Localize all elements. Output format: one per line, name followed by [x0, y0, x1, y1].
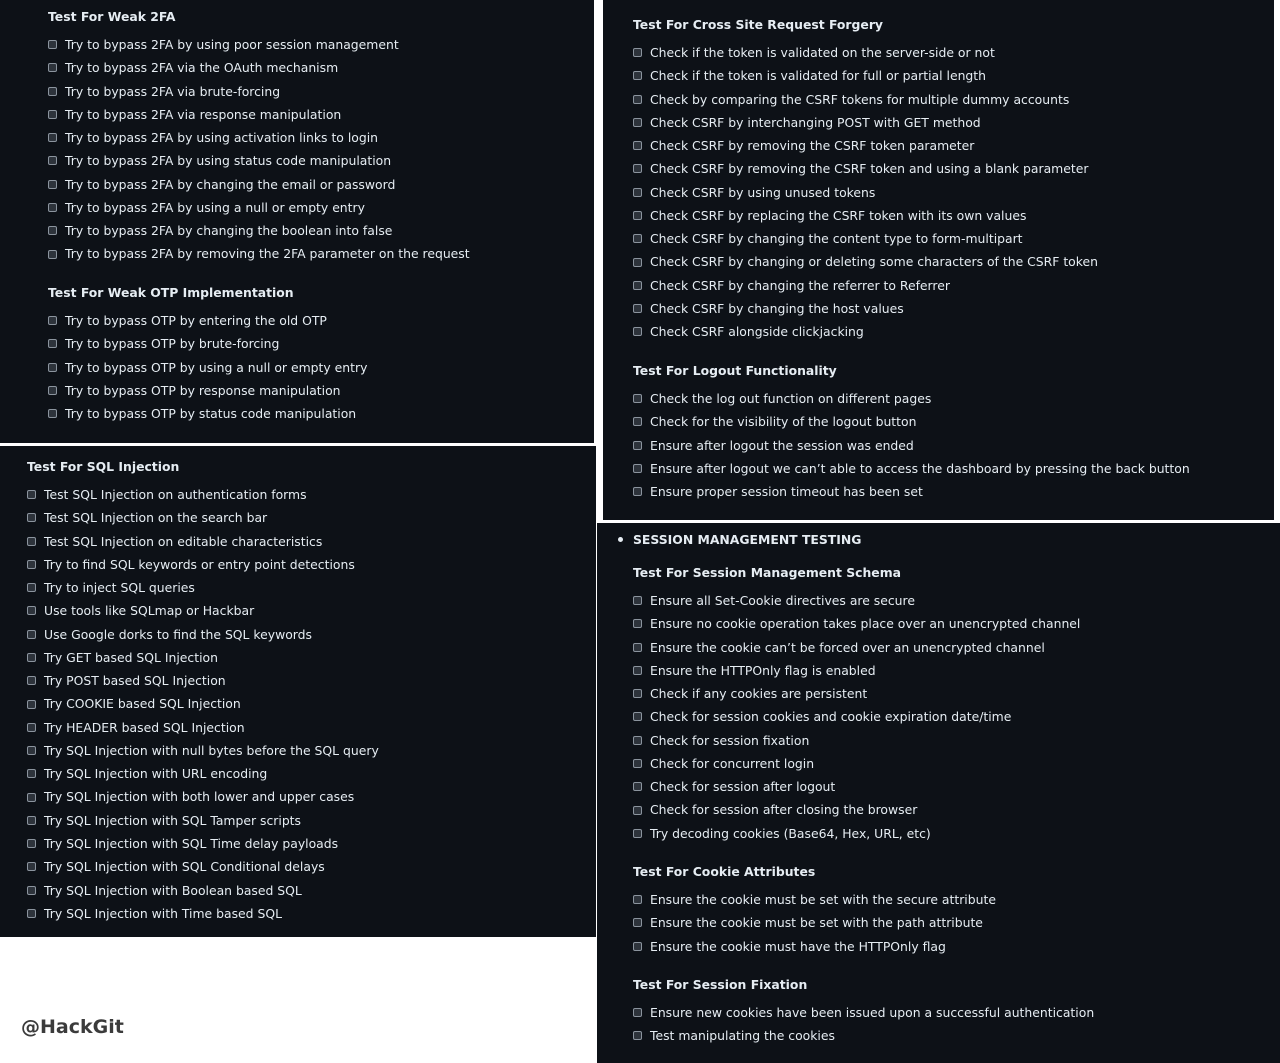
- checklist-item-label: Test SQL Injection on the search bar: [44, 510, 268, 526]
- checklist-session-schema: [633, 589, 1080, 845]
- checklist-item: [633, 705, 1080, 728]
- checklist-item: [633, 1001, 1094, 1024]
- checklist-item: [48, 356, 367, 379]
- checklist-item-label: Ensure after logout we can’t able to access the dashboard by pressing the back button: [650, 460, 1190, 476]
- checklist-item-label: Ensure the cookie must have the HTTPOnly flag: [650, 938, 946, 954]
- task-checkbox[interactable]: [27, 513, 36, 522]
- checklist-item-label: Try decoding cookies (Base64, Hex, URL, etc): [650, 825, 931, 841]
- checklist-item: [633, 204, 1098, 227]
- checklist-item-label: Test manipulating the cookies: [650, 1028, 835, 1044]
- checklist-item: [48, 80, 470, 103]
- task-checkbox[interactable]: [633, 829, 642, 838]
- checklist-item-label: Try SQL Injection with URL encoding: [44, 766, 268, 782]
- checklist-item-label: Check for concurrent login: [650, 755, 815, 771]
- task-checkbox[interactable]: [633, 327, 642, 336]
- checklist-item: [27, 576, 379, 599]
- checklist-item: [48, 173, 470, 196]
- checklist-item: [48, 242, 470, 265]
- checklist-item-label: Ensure all Set-Cookie directives are secure: [650, 593, 915, 608]
- checklist-csrf: [633, 41, 1098, 343]
- checklist-item-label: Try GET based SQL Injection: [44, 649, 218, 665]
- checklist-item: [27, 623, 379, 646]
- task-checkbox[interactable]: [633, 464, 642, 473]
- task-checkbox[interactable]: [27, 816, 36, 825]
- checklist-item-label: Try POST based SQL Injection: [44, 673, 226, 689]
- checklist-item: [27, 599, 379, 622]
- checklist-item-label: Check CSRF alongside clickjacking: [650, 324, 864, 340]
- checklist-item-label: Try SQL Injection with Time based SQL: [44, 905, 282, 921]
- checklist-item: [633, 480, 1190, 503]
- checklist-item: [633, 798, 1080, 821]
- checklist-item-label: Test SQL Injection on authentication forms: [44, 487, 307, 502]
- checklist-sql-injection: [27, 483, 379, 925]
- task-checkbox[interactable]: [633, 736, 642, 745]
- checklist-item-label: Check CSRF by changing the content type to form-multipart: [650, 231, 1023, 247]
- task-checkbox[interactable]: [48, 203, 57, 212]
- checklist-item-label: Try to bypass 2FA by using activation links to login: [65, 130, 379, 146]
- checklist-item: [633, 682, 1080, 705]
- checklist-item: [48, 56, 470, 79]
- checklist-item-label: Test SQL Injection on editable characteristics: [44, 533, 323, 549]
- section-title-csrf: Test For Cross Site Request Forgery: [633, 17, 884, 32]
- checklist-item: [633, 752, 1080, 775]
- checklist-item-label: Check for the visibility of the logout button: [650, 414, 917, 430]
- checklist-item-label: Try to bypass OTP by entering the old OTP: [65, 313, 327, 328]
- task-checkbox[interactable]: [633, 1008, 642, 1017]
- checklist-item-label: Check for session after logout: [650, 779, 836, 795]
- checklist-item: [633, 111, 1098, 134]
- section-title-cookie-attributes: Test For Cookie Attributes: [633, 864, 816, 879]
- checklist-item-label: Try to bypass OTP by brute-forcing: [65, 336, 280, 352]
- checklist-item-label: Check by comparing the CSRF tokens for multiple dummy accounts: [650, 91, 1070, 107]
- task-checkbox[interactable]: [48, 87, 57, 96]
- task-checkbox[interactable]: [633, 782, 642, 791]
- checklist-item-label: Try SQL Injection with Boolean based SQL: [44, 882, 302, 898]
- panel-session-management: [597, 523, 1280, 1063]
- task-checkbox[interactable]: [27, 909, 36, 918]
- section-logout: [633, 354, 1190, 503]
- checklist-item: [27, 716, 379, 739]
- task-checkbox[interactable]: [48, 180, 57, 189]
- checklist-item-label: Try to find SQL keywords or entry point detections: [44, 556, 355, 572]
- checklist-item: [27, 669, 379, 692]
- task-checkbox[interactable]: [633, 394, 642, 403]
- checklist-item: [633, 636, 1080, 659]
- task-checkbox[interactable]: [27, 630, 36, 639]
- section-session-schema: [633, 556, 1080, 845]
- checklist-item-label: Try to bypass OTP by using a null or empty entry: [65, 359, 368, 375]
- task-checkbox[interactable]: [48, 110, 57, 119]
- checklist-item-label: Try SQL Injection with both lower and upper cases: [44, 789, 355, 805]
- checklist-item-label: Check CSRF by changing the referrer to Referrer: [650, 277, 950, 293]
- checklist-item-label: Ensure no cookie operation takes place over an unencrypted channel: [650, 616, 1081, 632]
- checklist-item: [27, 530, 379, 553]
- checklist-session-fixation: [633, 1001, 1094, 1048]
- task-checkbox[interactable]: [27, 769, 36, 778]
- checklist-item: [633, 659, 1080, 682]
- checklist-item-label: Try to bypass 2FA by using a null or empty entry: [65, 199, 365, 215]
- checklist-item: [633, 457, 1190, 480]
- section-title-sql-injection: Test For SQL Injection: [27, 459, 180, 474]
- task-checkbox[interactable]: [633, 619, 642, 628]
- task-checkbox[interactable]: [48, 409, 57, 418]
- checklist-item-label: Check CSRF by removing the CSRF token and using a blank parameter: [650, 161, 1089, 177]
- checklist-item: [633, 888, 996, 911]
- section-csrf: [633, 8, 1098, 343]
- checklist-item: [633, 729, 1080, 752]
- checklist-item-label: Try COOKIE based SQL Injection: [44, 696, 241, 712]
- task-checkbox[interactable]: [48, 156, 57, 165]
- task-checkbox[interactable]: [27, 537, 36, 546]
- checklist-item: [48, 126, 470, 149]
- task-checkbox[interactable]: [633, 441, 642, 450]
- section-title-session-schema: Test For Session Management Schema: [633, 565, 901, 580]
- task-checkbox[interactable]: [27, 793, 36, 802]
- checklist-item-label: Try HEADER based SQL Injection: [44, 719, 245, 735]
- checklist-item: [27, 646, 379, 669]
- checklist-weak-2fa: [48, 33, 470, 266]
- section-title-session-fixation: Test For Session Fixation: [633, 977, 808, 992]
- task-checkbox[interactable]: [48, 226, 57, 235]
- task-checkbox[interactable]: [633, 759, 642, 768]
- task-checkbox[interactable]: [48, 40, 57, 49]
- checklist-item: [633, 64, 1098, 87]
- checklist-item-label: Check the log out function on different pages: [650, 391, 932, 406]
- task-checkbox[interactable]: [633, 806, 642, 815]
- checklist-item-label: Try SQL Injection with SQL Time delay payloads: [44, 835, 339, 851]
- checklist-item: [633, 320, 1098, 343]
- checklist-weak-otp: [48, 309, 367, 425]
- checklist-item-label: Ensure the HTTPOnly flag is enabled: [650, 662, 876, 678]
- task-checkbox[interactable]: [633, 71, 642, 80]
- task-checkbox[interactable]: [27, 886, 36, 895]
- checklist-item: [48, 33, 470, 56]
- task-checkbox[interactable]: [48, 63, 57, 72]
- task-checkbox[interactable]: [27, 676, 36, 685]
- section-weak-2fa: [48, 0, 470, 266]
- task-checkbox[interactable]: [633, 164, 642, 173]
- checklist-item: [27, 762, 379, 785]
- checklist-item: [633, 434, 1190, 457]
- checklist-item-label: Check CSRF by using unused tokens: [650, 184, 876, 200]
- section-cookie-attributes: [633, 855, 996, 958]
- task-checkbox[interactable]: [633, 417, 642, 426]
- task-checkbox[interactable]: [27, 746, 36, 755]
- checklist-item: [633, 134, 1098, 157]
- checklist-item-label: Try to bypass 2FA by changing the boolean into false: [65, 223, 393, 239]
- session-management-heading-text: SESSION MANAGEMENT TESTING: [633, 532, 862, 547]
- checklist-item: [48, 309, 367, 332]
- checklist-item: [27, 506, 379, 529]
- checklist-item-label: Ensure after logout the session was ended: [650, 437, 914, 453]
- task-checkbox[interactable]: [27, 606, 36, 615]
- checklist-item: [48, 149, 470, 172]
- task-checkbox[interactable]: [48, 339, 57, 348]
- checklist-item: [633, 1024, 1094, 1047]
- task-checkbox[interactable]: [633, 211, 642, 220]
- section-sql-injection: [27, 450, 379, 925]
- task-checkbox[interactable]: [27, 839, 36, 848]
- task-checkbox[interactable]: [27, 490, 36, 499]
- checklist-item: [633, 297, 1098, 320]
- task-checkbox[interactable]: [633, 1031, 642, 1040]
- checklist-item-label: Check CSRF by removing the CSRF token parameter: [650, 138, 975, 154]
- checklist-item-label: Ensure the cookie must be set with the secure attribute: [650, 892, 996, 907]
- task-checkbox[interactable]: [633, 141, 642, 150]
- checklist-item: [633, 274, 1098, 297]
- checklist-item: [633, 935, 996, 958]
- checklist-item-label: Use tools like SQLmap or Hackbar: [44, 603, 255, 619]
- checklist-item-label: Check for session cookies and cookie expiration date/time: [650, 709, 1012, 725]
- checklist-item: [48, 332, 367, 355]
- checklist-item: [633, 41, 1098, 64]
- task-checkbox[interactable]: [48, 386, 57, 395]
- task-checkbox[interactable]: [633, 234, 642, 243]
- checklist-item-label: Ensure new cookies have been issued upon a successful authentication: [650, 1005, 1095, 1020]
- checklist-item-label: Check CSRF by changing the host values: [650, 300, 904, 316]
- checklist-cookie-attributes: [633, 888, 996, 958]
- checklist-item: [633, 181, 1098, 204]
- task-checkbox[interactable]: [27, 862, 36, 871]
- checklist-item: [633, 88, 1098, 111]
- task-checkbox[interactable]: [633, 666, 642, 675]
- checklist-item: [27, 879, 379, 902]
- bullet-icon: [618, 537, 623, 542]
- checklist-item-label: Try to bypass 2FA by changing the email or password: [65, 176, 396, 192]
- watermark: @HackGit: [21, 1016, 124, 1038]
- checklist-item-label: Try to bypass OTP by response manipulation: [65, 382, 341, 398]
- checklist-item-label: Try SQL Injection with SQL Conditional delays: [44, 859, 325, 875]
- checklist-item-label: Ensure the cookie must be set with the path attribute: [650, 915, 983, 931]
- task-checkbox[interactable]: [633, 304, 642, 313]
- checklist-item-label: Try to inject SQL queries: [44, 580, 195, 596]
- checklist-item-label: Ensure the cookie can’t be forced over an unencrypted channel: [650, 639, 1045, 655]
- checklist-item: [27, 483, 379, 506]
- task-checkbox[interactable]: [48, 316, 57, 325]
- checklist-item: [633, 911, 996, 934]
- checklist-item-label: Ensure proper session timeout has been set: [650, 484, 923, 500]
- task-checkbox[interactable]: [27, 653, 36, 662]
- task-checkbox[interactable]: [633, 895, 642, 904]
- checklist-item: [27, 785, 379, 808]
- checklist-item: [27, 832, 379, 855]
- task-checkbox[interactable]: [27, 723, 36, 732]
- checklist-item-label: Try to bypass 2FA by removing the 2FA parameter on the request: [65, 246, 470, 262]
- task-checkbox[interactable]: [633, 281, 642, 290]
- checklist-item-label: Use Google dorks to find the SQL keywords: [44, 626, 313, 642]
- checklist-item-label: Check if any cookies are persistent: [650, 686, 868, 702]
- task-checkbox[interactable]: [27, 583, 36, 592]
- section-title-logout: Test For Logout Functionality: [633, 363, 837, 378]
- task-checkbox[interactable]: [48, 250, 57, 259]
- checklist-item-label: Check CSRF by replacing the CSRF token with its own values: [650, 207, 1027, 223]
- checklist-item-label: Try to bypass 2FA via response manipulation: [65, 106, 342, 122]
- task-checkbox[interactable]: [633, 689, 642, 698]
- checklist-item-label: Check if the token is validated for full or partial length: [650, 68, 986, 84]
- checklist-item: [27, 739, 379, 762]
- task-checkbox[interactable]: [48, 133, 57, 142]
- task-checkbox[interactable]: [633, 95, 642, 104]
- checklist-item: [633, 157, 1098, 180]
- checklist-item: [27, 902, 379, 925]
- task-checkbox[interactable]: [633, 712, 642, 721]
- checklist-item-label: Check for session fixation: [650, 732, 810, 748]
- checklist-item: [633, 589, 1080, 612]
- panel-csrf-logout: [603, 0, 1274, 520]
- checklist-item: [48, 402, 367, 425]
- checklist-item-label: Try to bypass 2FA via brute-forcing: [65, 83, 281, 99]
- task-checkbox[interactable]: [633, 258, 642, 267]
- task-checkbox[interactable]: [27, 700, 36, 709]
- checklist-item-label: Try to bypass 2FA by using poor session management: [65, 37, 399, 52]
- task-checkbox[interactable]: [633, 596, 642, 605]
- checklist-item: [27, 809, 379, 832]
- checklist-item: [633, 612, 1080, 635]
- section-title-weak-otp: Test For Weak OTP Implementation: [48, 285, 294, 300]
- section-weak-otp: [48, 276, 367, 425]
- checklist-item-label: Try to bypass OTP by status code manipulation: [65, 406, 357, 422]
- task-checkbox[interactable]: [48, 363, 57, 372]
- task-checkbox[interactable]: [633, 942, 642, 951]
- task-checkbox[interactable]: [633, 643, 642, 652]
- checklist-item-label: Check CSRF by changing or deleting some characters of the CSRF token: [650, 254, 1098, 270]
- task-checkbox[interactable]: [633, 188, 642, 197]
- section-session-fixation: [633, 968, 1094, 1048]
- checklist-item: [633, 387, 1190, 410]
- checklist-item-label: Try SQL Injection with null bytes before the SQL query: [44, 742, 379, 758]
- checklist-item: [633, 775, 1080, 798]
- panel-sql-injection: [0, 446, 596, 937]
- session-management-heading: [618, 523, 861, 556]
- checklist-item: [633, 410, 1190, 433]
- checklist-logout: [633, 387, 1190, 503]
- section-title-weak-2fa: Test For Weak 2FA: [48, 9, 176, 24]
- task-checkbox[interactable]: [633, 118, 642, 127]
- task-checkbox[interactable]: [633, 487, 642, 496]
- checklist-item: [48, 103, 470, 126]
- checklist-item: [27, 692, 379, 715]
- checklist-item: [48, 196, 470, 219]
- task-checkbox[interactable]: [27, 560, 36, 569]
- task-checkbox[interactable]: [633, 48, 642, 57]
- checklist-item: [633, 822, 1080, 845]
- checklist-item: [27, 553, 379, 576]
- checklist-item: [633, 227, 1098, 250]
- checklist-item-label: Check CSRF by interchanging POST with GET method: [650, 114, 981, 130]
- checklist-item-label: Check for session after closing the browser: [650, 802, 918, 818]
- checklist-item-label: Try to bypass 2FA by using status code manipulation: [65, 153, 392, 169]
- checklist-item: [633, 250, 1098, 273]
- checklist-item: [48, 219, 470, 242]
- task-checkbox[interactable]: [633, 918, 642, 927]
- checklist-item: [48, 379, 367, 402]
- checklist-item-label: Check if the token is validated on the server-side or not: [650, 45, 995, 60]
- checklist-item-label: Try SQL Injection with SQL Tamper scripts: [44, 812, 301, 828]
- checklist-item: [27, 855, 379, 878]
- panel-weak-auth: [0, 0, 594, 443]
- checklist-item-label: Try to bypass 2FA via the OAuth mechanism: [65, 60, 339, 76]
